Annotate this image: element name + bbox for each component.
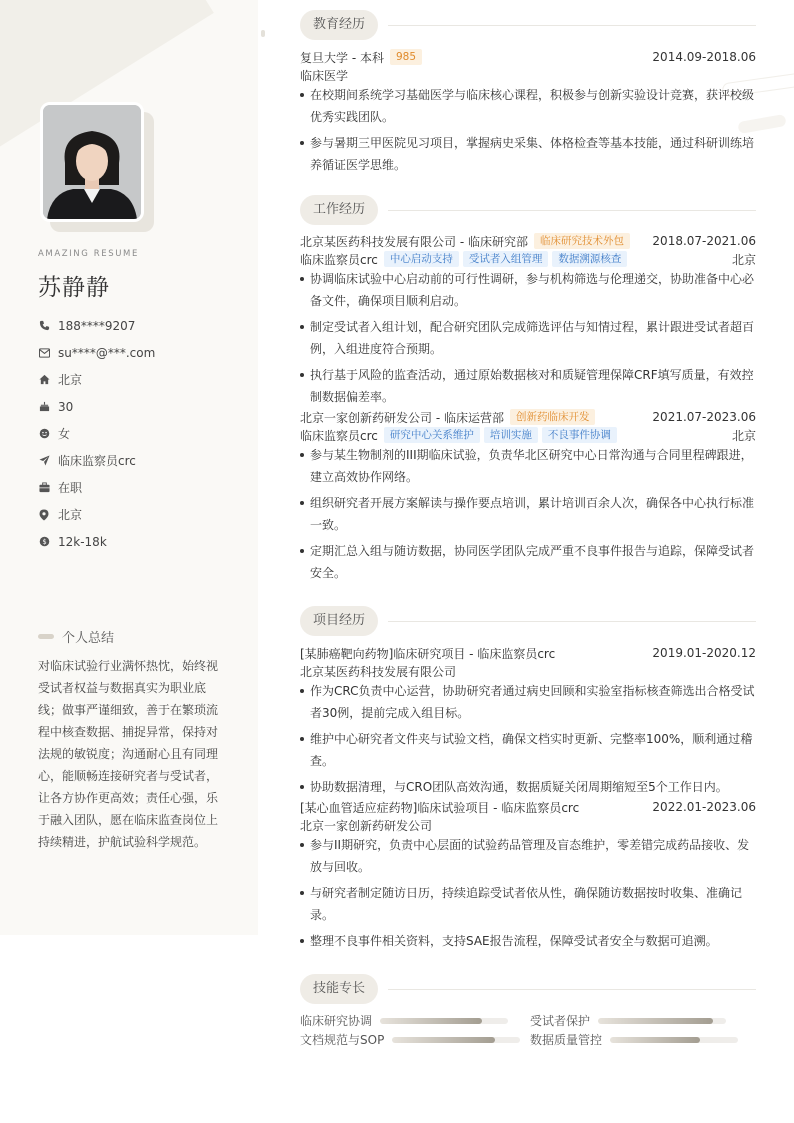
project-dates: 2019.01-2020.12 xyxy=(652,646,756,660)
send-icon xyxy=(38,455,50,467)
industry-tag: 创新药临床开发 xyxy=(510,409,596,425)
skill-tag: 中心启动支持 xyxy=(384,251,459,267)
skill-tag: 不良事件协调 xyxy=(542,427,617,443)
education-header-row xyxy=(300,48,756,66)
project-item xyxy=(300,644,756,798)
skills-grid xyxy=(300,1012,756,1048)
work-role-row xyxy=(300,426,756,444)
education-major-row xyxy=(300,66,756,84)
work-bullet: 定期汇总入组与随访数据，协同医学团队完成严重不良事件报告与追踪，保障受试者安全。 xyxy=(300,540,756,584)
brand-label: AMAZING RESUME xyxy=(38,249,139,259)
education-title: 教育经历 xyxy=(300,10,378,40)
project-bullet: 协助数据清理，与CRO团队高效沟通，数据质疑关闭周期缩短至5个工作日内。 xyxy=(300,776,756,798)
work-bullet: 执行基于风险的监查活动，通过原始数据核对和质疑管理保障CRF填写质量，有效控制数据偏差率。 xyxy=(300,364,756,408)
project-bullet: 整理不良事件相关资料，支持SAE报告流程，保障受试者安全与数据可追溯。 xyxy=(300,930,756,952)
info-gender xyxy=(38,420,155,447)
info-location xyxy=(38,501,155,528)
sidebar xyxy=(0,0,258,935)
skill-level-track xyxy=(610,1037,738,1043)
project-bullet: 与研究者制定随访日历，持续追踪受试者依从性，确保随访数据按时收集、准确记录。 xyxy=(300,882,756,926)
info-phone-text: 188****9207 xyxy=(58,318,136,333)
skills-heading xyxy=(300,974,756,1004)
projects-heading xyxy=(300,606,756,636)
education-bullet: 在校期间系统学习基础医学与临床核心课程，积极参与创新实验设计竞赛，获评校级优秀实践团队。 xyxy=(300,84,756,128)
work-bullet: 协调临床试验中心启动前的可行性调研，参与机构筛选与伦理递交，协助准备中心必备文件，确保项目顺利启动。 xyxy=(300,268,756,312)
company-name: 北京一家创新药研发公司 - 临床运营部 xyxy=(300,410,504,425)
contact-info-list xyxy=(38,312,155,555)
info-email xyxy=(38,339,155,366)
work-item xyxy=(300,408,756,584)
project-org: 北京某医药科技发展有限公司 xyxy=(300,664,457,679)
skills-title: 技能专长 xyxy=(300,974,378,1004)
briefcase-icon xyxy=(38,482,50,494)
candidate-name: 苏静静 xyxy=(38,275,110,301)
project-item xyxy=(300,798,756,952)
skill-level-fill xyxy=(598,1018,713,1024)
skill-name: 临床研究协调 xyxy=(300,1014,373,1028)
skill-level-track xyxy=(380,1018,508,1024)
work-section xyxy=(300,195,756,588)
work-title: 工作经历 xyxy=(300,195,378,225)
avatar xyxy=(40,102,144,222)
school-name: 复旦大学 - 本科 xyxy=(300,50,384,65)
skill-level-fill xyxy=(392,1037,494,1043)
project-bullets xyxy=(300,680,756,798)
summary-heading-bar xyxy=(38,634,54,639)
section-divider xyxy=(388,210,756,211)
project-bullet: 维护中心研究者文件夹与试验文档，确保文档实时更新、完整率100%，顺利通过稽查。 xyxy=(300,728,756,772)
skill-item xyxy=(300,1031,530,1048)
skill-name: 文档规范与SOP xyxy=(300,1033,385,1047)
school-tag: 985 xyxy=(390,49,422,65)
section-divider xyxy=(388,989,756,990)
education-item xyxy=(300,48,756,176)
portrait-image xyxy=(43,105,141,219)
work-city: 北京 xyxy=(731,428,756,443)
avatar-photo xyxy=(40,102,144,222)
education-bullet: 参与暑期三甲医院见习项目，掌握病史采集、体格检查等基本技能，通过科研训练培养循证医学思维。 xyxy=(300,132,756,176)
job-role: 临床监察员crc xyxy=(300,428,378,443)
info-age-text: 30 xyxy=(58,399,74,414)
cake-icon xyxy=(38,401,50,413)
skill-item xyxy=(300,1012,530,1029)
summary-text: 对临床试验行业满怀热忱，始终视受试者权益与数据真实为职业底线；做事严谨细致，善于在繁琐流程中核查数据、捕捉异常，保持对法规的敏锐度；沟通耐心且有同理心，能顺畅连接研究者与受试者，让各方协作更高效；责任心强，乐于融入团队，愿在临床监查岗位上持续精进，护航试验科学规范。 xyxy=(38,659,219,849)
info-status-text: 在职 xyxy=(58,481,83,495)
project-bullets xyxy=(300,834,756,952)
info-position-text: 临床监察员crc xyxy=(58,454,136,468)
skill-level-track xyxy=(392,1037,520,1043)
info-position xyxy=(38,447,155,474)
info-age xyxy=(38,393,155,420)
work-dates: 2021.07-2023.06 xyxy=(652,410,756,424)
mail-icon xyxy=(38,347,50,359)
industry-tag: 临床研究技术外包 xyxy=(534,233,630,249)
info-residence-text: 北京 xyxy=(58,373,83,387)
info-salary-text: 12k-18k xyxy=(58,534,107,549)
skill-tag: 数据溯源核查 xyxy=(552,251,627,267)
info-location-text: 北京 xyxy=(58,508,83,522)
work-bullets xyxy=(300,268,756,408)
company-name: 北京某医药科技发展有限公司 - 临床研究部 xyxy=(300,234,528,249)
decorative-dot xyxy=(261,30,265,37)
skill-item xyxy=(530,1031,756,1048)
work-bullet: 组织研究者开展方案解读与操作要点培训，累计培训百余人次，确保各中心执行标准一致。 xyxy=(300,492,756,536)
work-item xyxy=(300,232,756,408)
skill-name: 受试者保护 xyxy=(530,1014,591,1028)
work-bullet: 制定受试者入组计划，配合研究团队完成筛选评估与知情过程，累计跟进受试者超百例，入组进度符合预期。 xyxy=(300,316,756,360)
project-name: [某肺癌靶向药物]临床研究项目 - 临床监察员crc xyxy=(300,646,556,661)
project-org-row xyxy=(300,662,756,680)
salary-icon xyxy=(38,536,50,548)
education-section xyxy=(300,10,756,180)
job-role: 临床监察员crc xyxy=(300,252,378,267)
projects-title: 项目经历 xyxy=(300,606,378,636)
gender-icon xyxy=(38,428,50,440)
projects-section xyxy=(300,606,756,956)
svg-text:$: $ xyxy=(41,537,47,546)
project-dates: 2022.01-2023.06 xyxy=(652,800,756,814)
info-salary xyxy=(38,528,155,555)
work-role-row xyxy=(300,250,756,268)
skill-name: 数据质量管控 xyxy=(530,1033,603,1047)
education-bullets xyxy=(300,84,756,176)
info-gender-text: 女 xyxy=(58,427,71,441)
location-pin-icon xyxy=(38,509,50,521)
work-dates: 2018.07-2021.06 xyxy=(652,234,756,248)
section-divider xyxy=(388,621,756,622)
project-name: [某心血管适应症药物]临床试验项目 - 临床监察员crc xyxy=(300,800,580,815)
skill-level-fill xyxy=(610,1037,700,1043)
work-header-row xyxy=(300,408,756,426)
project-header-row xyxy=(300,644,756,662)
summary-heading xyxy=(38,627,114,646)
work-bullet: 参与某生物制剂的III期临床试验，负责华北区研究中心日常沟通与合同里程碑跟进，建立高效协作网络。 xyxy=(300,444,756,488)
education-major: 临床医学 xyxy=(300,68,349,83)
skills-section xyxy=(300,974,756,1048)
info-phone xyxy=(38,312,155,339)
work-city: 北京 xyxy=(731,252,756,267)
skill-tag: 受试者入组管理 xyxy=(463,251,549,267)
education-dates: 2014.09-2018.06 xyxy=(652,50,756,64)
project-bullet: 作为CRC负责中心运营，协助研究者通过病史回顾和实验室指标核查筛选出合格受试者30例，提前完成入组目标。 xyxy=(300,680,756,724)
skill-level-track xyxy=(598,1018,726,1024)
skill-level-fill xyxy=(380,1018,482,1024)
skill-tag: 研究中心关系维护 xyxy=(384,427,480,443)
project-header-row xyxy=(300,798,756,816)
project-org: 北京一家创新药研发公司 xyxy=(300,818,433,833)
project-bullet: 参与II期研究，负责中心层面的试验药品管理及盲态维护，零差错完成药品接收、发放与回收。 xyxy=(300,834,756,878)
skill-tag: 培训实施 xyxy=(484,427,538,443)
home-icon xyxy=(38,374,50,386)
skill-item xyxy=(530,1012,756,1029)
info-email-text: su****@***.com xyxy=(58,345,156,360)
info-status xyxy=(38,474,155,501)
education-heading xyxy=(300,10,756,40)
phone-icon xyxy=(38,320,50,332)
work-heading xyxy=(300,195,756,225)
project-org-row xyxy=(300,816,756,834)
work-header-row xyxy=(300,232,756,250)
info-residence xyxy=(38,366,155,393)
summary-title: 个人总结 xyxy=(62,631,115,646)
section-divider xyxy=(388,25,756,26)
work-bullets xyxy=(300,444,756,584)
